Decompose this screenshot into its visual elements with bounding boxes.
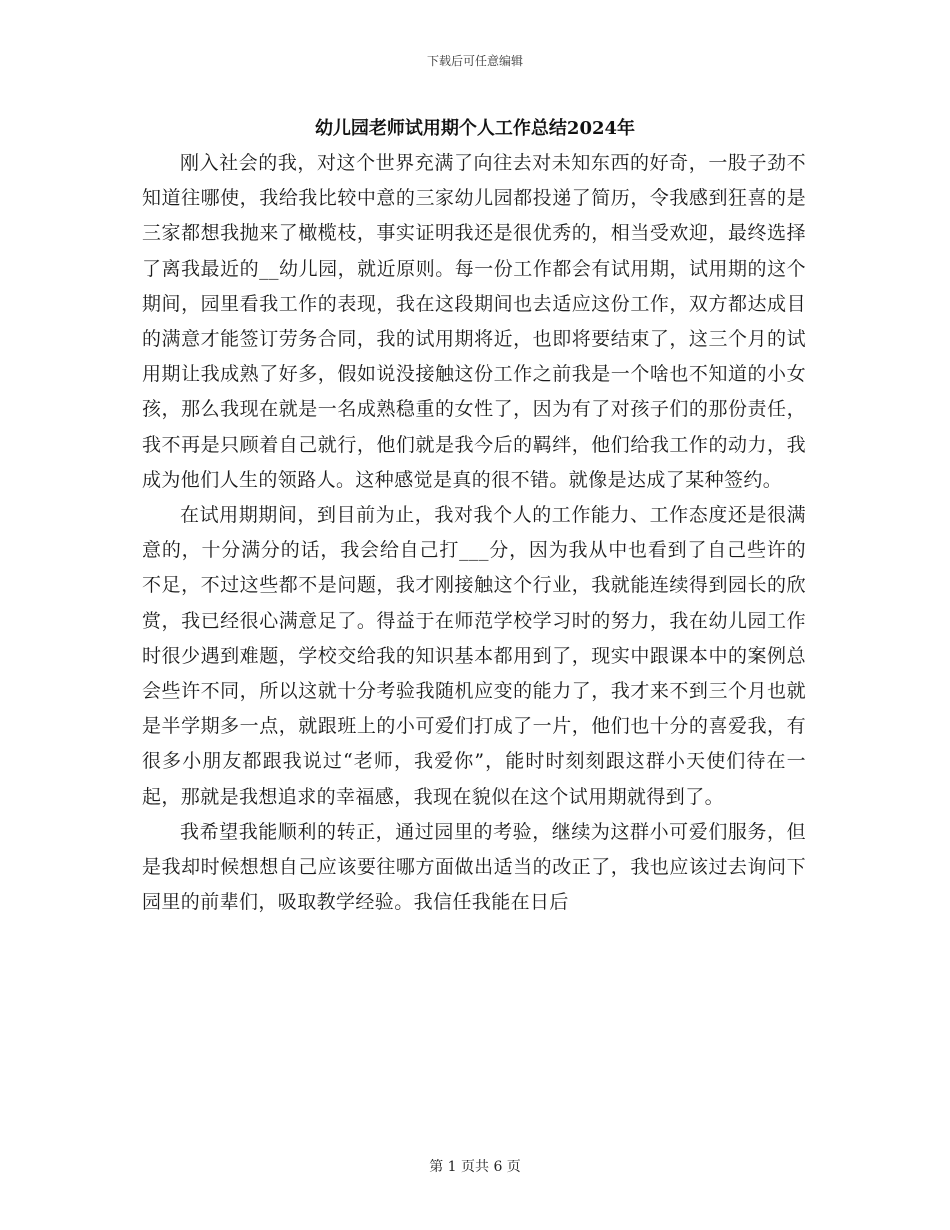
document-title: 幼儿园老师试用期个人工作总结2024年 bbox=[314, 118, 636, 139]
page-number: 第 1 页共 6 页 bbox=[429, 1159, 521, 1175]
paragraph-2: 在试用期期间，到目前为止，我对我个人的工作能力、工作态度还是很满意的，十分满分的话，我会给自己打___分，因为我从中也看到了自己些许的不足，不过这些都不是问题，我才刚接触这个行业，我就能连续得到园长的欣赏，我已经很心满意足了。得益于在师范学校学习时的努力，我在幼儿园工作时很少遇到难题，学校交给我的知识基本都用到了，现实中跟课本中的案例总会些许不同，所以这就十分考验我随机应变的能力了，我才来不到三个月也就是半学期多一点，就跟班上的小可爱们打成了一片，他们也十分的喜爱我，有很多小朋友都跟我说过“老师，我爱你”，能时时刻刻跟这群小天使们待在一起，那就是我想追求的幸福感，我现在貌似在这个试用期就得到了。 bbox=[142, 504, 806, 808]
header-note: 下载后可任意编辑 bbox=[426, 54, 523, 68]
paragraph-3: 我希望我能顺利的转正，通过园里的考验，继续为这群小可爱们服务，但是我却时候想想自己应该要往哪方面做出适当的改正了，我也应该过去询问下园里的前辈们，吸取教学经验。我信任我能在日后 bbox=[142, 820, 806, 914]
document-body bbox=[142, 146, 806, 920]
paragraph-1: 刚入社会的我，对这个世界充满了向往去对未知东西的好奇，一股子劲不知道往哪使，我给我比较中意的三家幼儿园都投递了简历，令我感到狂喜的是三家都想我抛来了橄榄枝，事实证明我还是很优秀的，相当受欢迎，最终选择了离我最近的__幼儿园，就近原则。每一份工作都会有试用期，试用期的这个期间，园里看我工作的表现，我在这段期间也去适应这份工作，双方都达成目的满意才能签订劳务合同，我的试用期将近，也即将要结束了，这三个月的试用期让我成熟了好多，假如说没接触这份工作之前我是一个啥也不知道的小女孩，那么我现在就是一名成熟稳重的女性了，因为有了对孩子们的那份责任，我不再是只顾着自己就行，他们就是我今后的羁绊，他们给我工作的动力，我成为他们人生的领路人。这种感觉是真的很不错。就像是达成了某种签约。 bbox=[142, 152, 806, 491]
